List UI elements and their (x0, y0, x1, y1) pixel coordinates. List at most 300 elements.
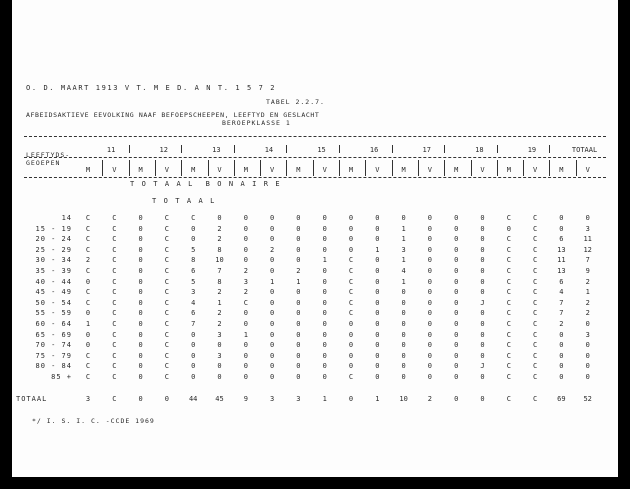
row-label: 75 - 79 (35, 351, 72, 360)
row-label: 50 - 54 (35, 298, 72, 307)
table-cell: 0 (243, 362, 248, 371)
total-cell: 0 (348, 395, 354, 403)
subheader-separator (208, 160, 209, 176)
table-cell: 0 (296, 351, 301, 360)
table-cell: C (85, 245, 91, 254)
table-cell: 0 (559, 351, 564, 360)
table-cell: 0 (217, 214, 222, 222)
table-cell: 0 (217, 373, 222, 381)
row-label: 15 - 19 (35, 224, 72, 233)
table-cell: 0 (322, 309, 327, 318)
table-cell: C (164, 341, 169, 350)
table-cell: C (112, 373, 117, 381)
table-cell: C (112, 235, 117, 244)
table-cell: 0 (322, 373, 327, 381)
sub-header: V (164, 166, 169, 174)
table-cell: 0 (296, 309, 301, 318)
total-cell: 52 (583, 395, 592, 403)
table-cell: C (506, 351, 511, 360)
table-cell: C (112, 309, 117, 318)
table-cell: 0 (243, 256, 248, 265)
table-cell: 0 (191, 351, 196, 360)
table-cell: 6 (191, 309, 196, 318)
table-cell: 0 (138, 362, 143, 371)
sub-header: V (112, 166, 117, 174)
row-label: 65 - 69 (35, 330, 72, 339)
sub-header: M (559, 166, 564, 174)
table-cell: 6 (559, 235, 564, 244)
table-cell: 0 (585, 341, 590, 350)
table-cell: 0 (454, 351, 459, 360)
table-cell: C (112, 214, 117, 222)
table-cell: 0 (427, 267, 432, 275)
table-cell: 2 (85, 256, 91, 265)
table-cell: 0 (138, 341, 143, 350)
row-label: 55 - 59 (35, 309, 72, 318)
document-page (12, 0, 618, 477)
table-cell: C (506, 245, 511, 254)
table-cell: 0 (454, 330, 459, 339)
table-cell: C (164, 330, 169, 339)
table-cell: 0 (269, 373, 275, 381)
table-cell: 0 (296, 341, 301, 350)
sub-header: M (296, 166, 301, 174)
table-cell: 0 (375, 351, 380, 360)
subheader-separator (418, 160, 419, 176)
table-cell: C (348, 267, 354, 275)
table-cell: 0 (348, 245, 354, 254)
table-cell: 8 (191, 256, 196, 265)
table-cell: 1 (401, 256, 406, 265)
table-cell: 0 (454, 245, 459, 254)
table-cell: C (112, 277, 117, 286)
table-cell: 0 (348, 320, 354, 328)
table-cell: 0 (454, 320, 459, 328)
table-cell: 0 (243, 235, 248, 244)
table-cell: 7 (559, 298, 564, 307)
table-cell: C (532, 330, 538, 339)
header-separator (444, 145, 445, 153)
table-cell: C (164, 309, 169, 318)
table-cell: C (112, 362, 117, 371)
table-cell: 0 (322, 267, 327, 275)
table-cell: 0 (138, 256, 143, 265)
stub-header-line-1: LEEFTYDS- (26, 151, 71, 159)
sub-header: V (532, 166, 538, 174)
total-cell: 3 (269, 395, 275, 403)
table-cell: 5 (191, 277, 196, 286)
table-cell: 0 (138, 214, 143, 222)
table-cell: 3 (191, 288, 196, 297)
table-cell: 1 (85, 320, 91, 328)
sub-header: V (269, 166, 275, 174)
table-cell: C (532, 298, 538, 307)
header-bottom-rule (24, 177, 606, 178)
header-separator (129, 145, 130, 153)
sub-header: M (191, 166, 196, 174)
total-cell: 3 (85, 395, 91, 403)
header-separator (392, 145, 393, 153)
table-cell: 0 (85, 341, 91, 350)
table-cell: 0 (322, 214, 327, 222)
table-cell: C (532, 214, 538, 222)
table-cell: C (348, 309, 354, 318)
table-cell: C (112, 224, 117, 233)
row-label: 25 - 29 (35, 245, 72, 254)
table-cell: J (480, 298, 485, 307)
table-cell: 0 (322, 320, 327, 328)
table-cell: 3 (585, 330, 590, 339)
table-cell: 0 (401, 330, 406, 339)
row-label: 60 - 64 (35, 320, 72, 328)
table-cell: 0 (401, 288, 406, 297)
table-cell: 0 (269, 320, 275, 328)
table-cell: 0 (401, 341, 406, 350)
table-cell: C (164, 362, 169, 371)
table-cell: 0 (480, 351, 485, 360)
table-cell: 2 (585, 277, 590, 286)
table-cell: 13 (557, 245, 566, 254)
table-cell: 0 (322, 277, 327, 286)
table-cell: 0 (243, 214, 248, 222)
table-cell: 7 (585, 256, 590, 265)
table-cell: 0 (480, 235, 485, 244)
table-cell: C (506, 288, 511, 297)
total-row-label: TOTAAL (16, 395, 48, 403)
subheader-separator (549, 160, 550, 176)
row-label: 14 (61, 214, 72, 222)
sub-header: M (85, 166, 91, 174)
header-separator (234, 145, 235, 153)
table-cell: 0 (559, 224, 564, 233)
subheader-separator (523, 160, 524, 176)
table-cell: C (506, 235, 511, 244)
table-cell: C (112, 320, 117, 328)
stub-header-line-2: GEOEPEN (26, 159, 61, 167)
table-cell: 0 (269, 256, 275, 265)
table-number: TABEL 2.2.7. (266, 98, 325, 106)
table-cell: 0 (85, 309, 91, 318)
table-cell: C (85, 351, 91, 360)
table-cell: C (506, 277, 511, 286)
total-cell: 0 (138, 395, 143, 403)
table-cell: C (532, 267, 538, 275)
header-mid-rule (24, 157, 606, 158)
subheader-separator (339, 160, 340, 176)
table-cell: 2 (585, 298, 590, 307)
table-cell: 2 (269, 245, 275, 254)
table-cell: C (506, 341, 511, 350)
table-cell: 0 (454, 362, 459, 371)
table-cell: 0 (138, 235, 143, 244)
table-cell: 0 (480, 341, 485, 350)
table-cell: C (85, 224, 91, 233)
table-cell: 3 (217, 351, 222, 360)
group-header: 15 (317, 146, 326, 154)
table-cell: 0 (480, 224, 485, 233)
total-cell: 45 (215, 395, 224, 403)
table-cell: 0 (559, 330, 564, 339)
section-label-total: T O T A A L (152, 197, 216, 205)
row-label: 30 - 34 (35, 256, 72, 265)
table-cell: 0 (375, 341, 380, 350)
table-cell: 0 (401, 214, 406, 222)
table-cell: 8 (217, 245, 222, 254)
group-header: 13 (212, 146, 221, 154)
table-cell: 0 (138, 267, 143, 275)
subheader-separator (497, 160, 498, 176)
table-cell: 1 (243, 330, 248, 339)
table-cell: 12 (583, 245, 592, 254)
table-cell: 0 (296, 373, 301, 381)
header-separator (286, 145, 287, 153)
group-header: 12 (159, 146, 168, 154)
table-cell: 0 (375, 330, 380, 339)
table-cell: 0 (138, 277, 143, 286)
table-cell: C (532, 288, 538, 297)
table-cell: C (85, 298, 91, 307)
sub-header: V (217, 166, 222, 174)
group-header: 18 (475, 146, 484, 154)
subheader-separator (576, 160, 577, 176)
table-cell: 2 (243, 288, 248, 297)
subheader-separator (102, 160, 103, 176)
header-separator (339, 145, 340, 153)
table-cell: 0 (296, 330, 301, 339)
subheader-separator (181, 160, 182, 176)
table-cell: 0 (348, 224, 354, 233)
total-cell: 1 (322, 395, 327, 403)
table-cell: C (85, 235, 91, 244)
table-cell: C (164, 320, 169, 328)
table-cell: 0 (296, 256, 301, 265)
table-cell: C (506, 320, 511, 328)
table-cell: 0 (191, 224, 196, 233)
table-cell: 2 (296, 267, 301, 275)
total-cell: C (532, 395, 538, 403)
table-cell: C (348, 373, 354, 381)
table-cell: J (480, 362, 485, 371)
header-separator (497, 145, 498, 153)
table-cell: 0 (427, 351, 432, 360)
total-cell: 3 (296, 395, 301, 403)
table-cell: 0 (138, 330, 143, 339)
table-cell: 0 (454, 341, 459, 350)
table-cell: C (85, 288, 91, 297)
table-cell: 0 (375, 214, 380, 222)
table-cell: 0 (322, 362, 327, 371)
table-cell: 0 (191, 362, 196, 371)
table-cell: C (532, 351, 538, 360)
table-cell: 4 (559, 288, 564, 297)
row-label: 80 - 84 (35, 362, 72, 371)
table-cell: C (506, 267, 511, 275)
table-cell: C (112, 245, 117, 254)
table-cell: 0 (454, 309, 459, 318)
table-cell: 0 (191, 235, 196, 244)
total-cell: 2 (427, 395, 432, 403)
table-cell: 0 (322, 330, 327, 339)
table-cell: 0 (454, 214, 459, 222)
table-cell: 1 (217, 298, 222, 307)
table-cell: 0 (191, 341, 196, 350)
table-cell: C (112, 330, 117, 339)
total-cell: 9 (243, 395, 248, 403)
table-cell: 5 (191, 245, 196, 254)
table-cell: 0 (138, 288, 143, 297)
table-cell: C (112, 351, 117, 360)
table-cell: 0 (559, 373, 564, 381)
table-cell: 0 (585, 351, 590, 360)
table-cell: 0 (243, 373, 248, 381)
subheader-separator (313, 160, 314, 176)
table-cell: 0 (427, 373, 432, 381)
table-cell: 0 (427, 362, 432, 371)
table-cell: 0 (480, 277, 485, 286)
table-cell: 0 (427, 330, 432, 339)
table-cell: 3 (401, 245, 406, 254)
table-title: AFBEIDSAKTIEVE EEVOLKING NAAF BEFOEPSCHEEPEN, LEEFTYD EN GESLACHT (26, 111, 320, 119)
row-label: 20 - 24 (35, 235, 72, 244)
table-cell: C (164, 351, 169, 360)
table-cell: 0 (296, 362, 301, 371)
table-cell: C (112, 256, 117, 265)
table-cell: 0 (243, 320, 248, 328)
total-cell: 0 (164, 395, 169, 403)
table-cell: 4 (401, 267, 406, 275)
table-cell: 8 (217, 277, 222, 286)
table-cell: C (348, 298, 354, 307)
table-cell: 1 (296, 277, 301, 286)
table-cell: 0 (427, 256, 432, 265)
table-cell: C (532, 224, 538, 233)
table-cell: C (112, 341, 117, 350)
table-cell: 0 (296, 320, 301, 328)
table-cell: C (506, 373, 511, 381)
table-cell: 7 (559, 309, 564, 318)
table-cell: 0 (506, 224, 511, 233)
table-cell: 0 (480, 256, 485, 265)
table-cell: 2 (559, 320, 564, 328)
table-cell: C (164, 224, 169, 233)
table-cell: 0 (480, 288, 485, 297)
table-cell: 1 (269, 277, 275, 286)
table-cell: C (532, 235, 538, 244)
table-cell: 0 (269, 341, 275, 350)
table-cell: 0 (322, 341, 327, 350)
total-cell: 0 (454, 395, 459, 403)
footnote: */ I. S. I. C. -CCDE 1969 (32, 417, 155, 425)
table-subtitle: BEROEPKLASSE 1 (222, 119, 291, 127)
table-cell: 0 (454, 224, 459, 233)
table-cell: 0 (585, 214, 590, 222)
group-header: 11 (106, 146, 116, 154)
table-cell: C (532, 245, 538, 254)
table-cell: 0 (427, 298, 432, 307)
table-cell: C (532, 277, 538, 286)
table-cell: 0 (454, 373, 459, 381)
row-label: 40 - 44 (35, 277, 72, 286)
table-cell: 0 (269, 309, 275, 318)
sub-header: V (427, 166, 432, 174)
table-cell: 0 (269, 224, 275, 233)
table-cell: 11 (557, 256, 566, 265)
row-label: 85 + (51, 373, 72, 381)
table-cell: 0 (375, 224, 380, 233)
table-cell: C (506, 330, 511, 339)
table-cell: 0 (427, 235, 432, 244)
row-label: 70 - 74 (35, 341, 72, 350)
table-cell: 0 (401, 298, 406, 307)
table-cell: 0 (375, 277, 380, 286)
table-cell: 0 (401, 309, 406, 318)
table-cell: C (532, 341, 538, 350)
table-cell: 0 (322, 245, 327, 254)
table-cell: C (532, 373, 538, 381)
subheader-separator (444, 160, 445, 176)
total-cell: C (112, 395, 117, 403)
table-cell: 0 (375, 320, 380, 328)
table-cell: 0 (269, 362, 275, 371)
subheader-separator (129, 160, 130, 176)
table-cell: C (506, 214, 511, 222)
table-cell: 0 (85, 277, 91, 286)
header-separator (549, 145, 550, 153)
table-cell: 0 (375, 298, 380, 307)
table-cell: 0 (296, 224, 301, 233)
total-cell: 44 (188, 395, 198, 403)
table-cell: 0 (191, 330, 196, 339)
table-cell: 2 (217, 288, 222, 297)
sub-header: M (454, 166, 459, 174)
table-cell: C (532, 309, 538, 318)
table-cell: 0 (375, 256, 380, 265)
table-cell: 0 (454, 298, 459, 307)
table-cell: 1 (401, 224, 406, 233)
table-cell: 0 (375, 288, 380, 297)
table-cell: C (348, 277, 354, 286)
header-separator (181, 145, 182, 153)
group-header: 17 (422, 146, 431, 154)
table-cell: 0 (269, 214, 275, 222)
table-cell: 13 (557, 267, 566, 275)
subheader-separator (234, 160, 235, 176)
table-cell: 0 (322, 298, 327, 307)
group-header: 19 (527, 146, 537, 154)
table-cell: 0 (375, 309, 380, 318)
table-cell: 0 (243, 341, 248, 350)
sub-header: V (585, 166, 590, 174)
table-cell: 0 (217, 362, 222, 371)
table-cell: 1 (585, 288, 590, 297)
table-cell: C (112, 298, 117, 307)
table-cell: 0 (348, 362, 354, 371)
table-cell: 0 (138, 224, 143, 233)
table-cell: 0 (427, 214, 432, 222)
table-cell: 0 (454, 235, 459, 244)
table-cell: 7 (191, 320, 196, 328)
table-cell: C (164, 235, 169, 244)
table-cell: C (85, 362, 91, 371)
table-cell: 0 (454, 288, 459, 297)
table-cell: 0 (243, 309, 248, 318)
table-cell: C (85, 267, 91, 275)
table-cell: 2 (217, 309, 222, 318)
table-cell: C (164, 277, 169, 286)
table-cell: C (348, 288, 354, 297)
table-cell: 3 (243, 277, 248, 286)
table-cell: 0 (348, 341, 354, 350)
